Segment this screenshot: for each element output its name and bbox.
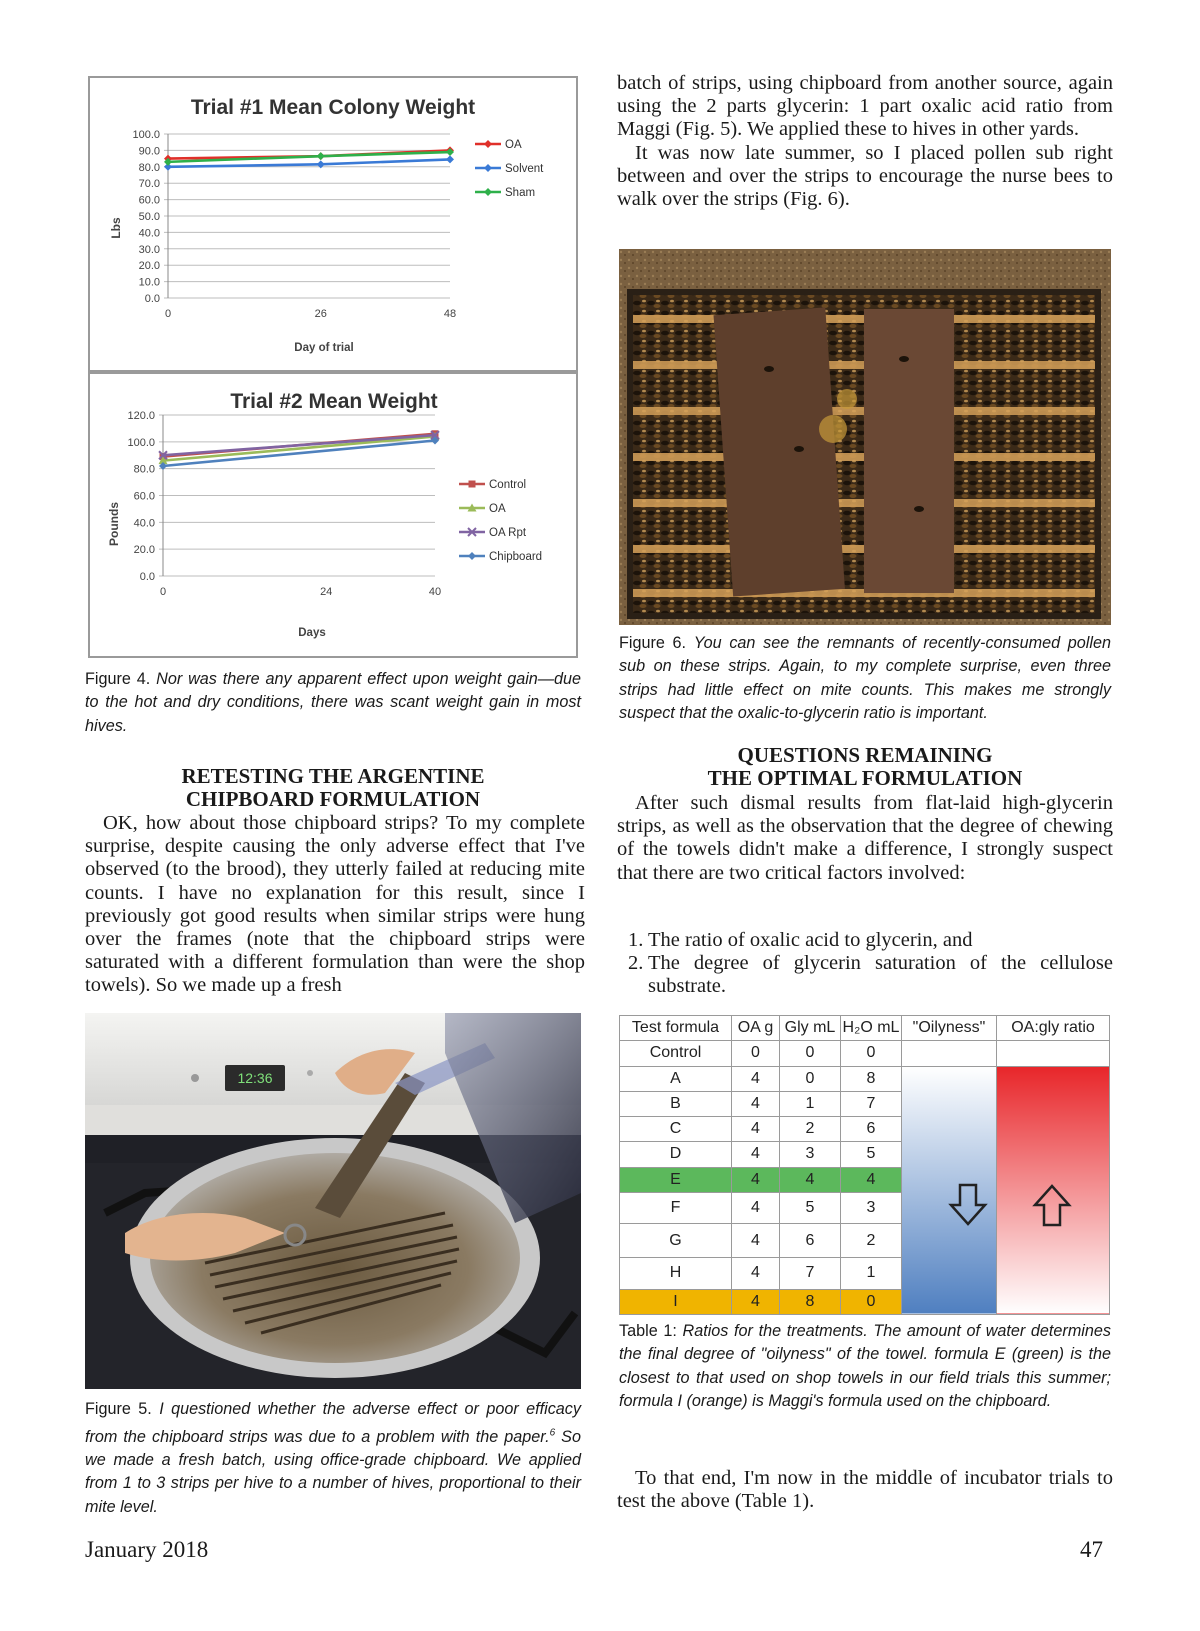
up-arrow-icon (1032, 1183, 1072, 1227)
x-axis-label: Day of trial (294, 342, 354, 354)
legend-label: OA Rpt (489, 527, 527, 539)
table-cell (997, 1041, 1110, 1066)
chart-trial2-frame (88, 372, 578, 658)
table-cell: E (620, 1167, 732, 1192)
table-cell: 6 (841, 1117, 902, 1142)
y-tick-label: 10.0 (138, 276, 160, 289)
figure6-photo (619, 249, 1111, 625)
y-tick-label: 70.0 (138, 178, 160, 191)
table-cell: 0 (780, 1041, 841, 1066)
x-tick-label: 24 (320, 586, 333, 598)
y-tick-label: 90.0 (138, 145, 160, 158)
table-cell: 0 (841, 1289, 902, 1314)
table-cell: 4 (780, 1167, 841, 1192)
list-item (628, 929, 1113, 952)
table-header-row (620, 1016, 1110, 1041)
table-cell: 7 (841, 1091, 902, 1116)
x-tick-label: 48 (443, 308, 457, 320)
legend-label: Sham (505, 187, 536, 199)
figure-text: You can see the remnants of recently-consumed pollen sub on these strips. Again, to my complete surprise, even three strips had little effect on mite counts. This makes me strongly suspect that the oxalic-to-glycerin ratio is important. (619, 634, 1112, 722)
legend-label: OA (489, 503, 506, 515)
footnote-ref: 6 (549, 1427, 556, 1439)
chart-title: Trial #1 Mean Colony Weight (190, 96, 476, 119)
table-cell: 4 (732, 1224, 780, 1258)
table-cell: 1 (841, 1258, 902, 1290)
down-arrow-icon (948, 1183, 988, 1227)
column-header: Gly mL (780, 1016, 841, 1041)
legend-marker (484, 140, 492, 148)
heading-line1: QUESTIONS REMAINING (737, 743, 993, 767)
table-cell: G (620, 1224, 732, 1258)
table1-caption (619, 1320, 1111, 1413)
y-tick-label: 40.0 (138, 227, 160, 240)
figure-label: Figure 4. (85, 670, 151, 688)
y-axis-label: Lbs (109, 217, 123, 239)
figure4-caption (85, 668, 581, 738)
figure5-caption (85, 1398, 581, 1519)
x-tick-label: 0 (159, 586, 167, 598)
table-cell: 3 (780, 1142, 841, 1167)
table-cell: 4 (732, 1066, 780, 1091)
legend-marker (484, 188, 492, 196)
series-line-oa (163, 436, 435, 460)
table-cell: 2 (841, 1224, 902, 1258)
y-tick-label: 20.0 (138, 260, 160, 273)
figure6-caption (619, 632, 1111, 725)
table-cell: A (620, 1066, 732, 1091)
legend-label: Chipboard (489, 551, 543, 563)
chart-trial2 (90, 374, 576, 656)
chart-trial1 (90, 78, 576, 370)
closing-paragraph (617, 1467, 1113, 1513)
y-tick-label: 60.0 (133, 490, 155, 503)
legend-label: OA (505, 139, 522, 151)
table-cell: 4 (732, 1192, 780, 1224)
figure5-photo (85, 1013, 581, 1389)
figure-label: Figure 5. (85, 1400, 152, 1418)
column-header: H₂O mL (841, 1016, 902, 1041)
legend-marker (484, 164, 492, 172)
x-tick-label: 0 (164, 308, 172, 320)
formula-table (619, 1015, 1110, 1315)
paragraph: batch of strips, using chipboard from another source, again using the 2 parts glycerin: 1 part oxalic acid ratio from Maggi (Fig. 5). We applied these to hives in other yards. (617, 72, 1113, 141)
table-row (620, 1041, 1110, 1066)
y-tick-label: 100.0 (132, 129, 160, 141)
table-row (620, 1066, 1110, 1091)
table-text: Ratios for the treatments. The amount of water determines the final degree of "oilyness" of the towel. formula E (green) is the closest to that used on shop towels in our field trials this summer; formula I (orange) is Maggi's formula used on the chipboard. (619, 1322, 1111, 1410)
table-cell: 3 (841, 1192, 902, 1224)
table1-container (619, 1015, 1109, 1315)
numbered-list (628, 929, 1113, 999)
legend-marker (468, 552, 476, 560)
data-point (317, 152, 325, 160)
x-tick-label: 26 (314, 308, 327, 320)
column-header: "Oilyness" (902, 1016, 997, 1041)
chart-trial1-frame (88, 76, 578, 372)
list-number: 2. (628, 952, 644, 975)
table-cell: 0 (732, 1041, 780, 1066)
left-body-paragraph (85, 812, 585, 998)
heading-line2: THE OPTIMAL FORMULATION (707, 766, 1023, 790)
column-header: OA g (732, 1016, 780, 1041)
figure-label: Figure 6. (619, 634, 687, 652)
table-cell: 4 (732, 1167, 780, 1192)
table-cell: Control (620, 1041, 732, 1066)
paragraph: To that end, I'm now in the middle of incubator trials to test the above (Table 1). (617, 1467, 1113, 1513)
y-tick-label: 120.0 (127, 410, 155, 422)
table-cell: 5 (780, 1192, 841, 1224)
stove-clock-display: 12:36 (237, 1070, 273, 1086)
heading-line2: CHIPBOARD FORMULATION (185, 787, 481, 811)
list-number: 1. (628, 929, 644, 951)
table-cell: F (620, 1192, 732, 1224)
y-tick-label: 60.0 (138, 194, 160, 207)
chart-title: Trial #2 Mean Weight (230, 390, 438, 413)
table-cell: 4 (732, 1117, 780, 1142)
table-cell: D (620, 1142, 732, 1167)
column-header: Test formula (620, 1016, 732, 1041)
paragraph: OK, how about those chipboard strips? To my complete surprise, despite causing the only adverse effect that I've observed (to the brood), they utterly failed at reducing mite counts. I have no explanation for this result, since I previously got good results when similar strips were hung over the frames (note that the chipboard strips were saturated with a different formulation than were the shop towels). So we made up a fresh (85, 812, 585, 997)
table-cell: 4 (732, 1142, 780, 1167)
table-cell: 4 (732, 1289, 780, 1314)
page-number: 47 (1080, 1537, 1103, 1562)
legend-label: Solvent (505, 163, 544, 175)
table-cell: 5 (841, 1142, 902, 1167)
y-tick-label: 100.0 (127, 436, 155, 449)
table-label: Table 1: (619, 1322, 677, 1340)
x-tick-label: 40 (428, 586, 442, 598)
table-cell: 8 (841, 1066, 902, 1091)
y-tick-label: 80.0 (138, 161, 160, 174)
table-cell: 8 (780, 1289, 841, 1314)
list-text: The ratio of oxalic acid to glycerin, and (648, 929, 973, 951)
table-cell: 4 (732, 1091, 780, 1116)
footer-date: January 2018 (85, 1537, 209, 1562)
section-heading-questions (617, 744, 1113, 790)
table-cell: B (620, 1091, 732, 1116)
paragraph: After such dismal results from flat-laid high-glycerin strips, as well as the observation that the degree of chewing of the towels didn't make a difference, I strongly suspect that there are two critical factors involved: (617, 792, 1113, 884)
x-axis-label: Days (298, 627, 326, 639)
y-tick-label: 50.0 (138, 211, 160, 223)
column-header: OA:gly ratio (997, 1016, 1110, 1041)
table-cell: H (620, 1258, 732, 1290)
section-heading-retesting (85, 765, 581, 811)
right-top-text (617, 72, 1113, 211)
y-tick-label: 20.0 (133, 544, 155, 557)
figure-text: I questioned whether the adverse effect or poor efficacy from the chipboard strips was due to a problem with the paper.$^6$ So we made a fresh batch, using office-grade chipboard. We applied from 1 to 3 strips per hive to a number of hives, proportional to their mite level. (85, 1400, 581, 1516)
y-tick-label: 40.0 (133, 517, 155, 530)
table-cell: I (620, 1289, 732, 1314)
legend-marker (469, 481, 476, 488)
y-tick-label: 30.0 (138, 243, 160, 256)
table-cell: 0 (841, 1041, 902, 1066)
figure-text: Nor was there any apparent effect upon weight gain—due to the hot and dry conditions, there was scant weight gain in most hives. (85, 670, 581, 735)
table-cell: 4 (732, 1258, 780, 1290)
list-item (628, 952, 1113, 998)
paragraph: It was now late summer, so I placed pollen sub right between and over the strips to encourage the nurse bees to walk over the strips (Fig. 6). (617, 141, 1113, 211)
table-cell: C (620, 1117, 732, 1142)
table-cell: 1 (780, 1091, 841, 1116)
table-cell (902, 1041, 997, 1066)
list-text: The degree of glycerin saturation of the cellulose substrate. (648, 952, 1113, 998)
right-body-paragraph (617, 792, 1113, 885)
y-axis-label: Pounds (107, 502, 121, 546)
y-tick-label: 80.0 (133, 463, 155, 476)
table-cell: 4 (841, 1167, 902, 1192)
heading-line1: RETESTING THE ARGENTINE (181, 764, 485, 788)
legend-label: Control (489, 479, 527, 491)
data-point (446, 155, 454, 163)
y-tick-label: 0.0 (144, 293, 160, 305)
table-cell: 2 (780, 1117, 841, 1142)
table-cell: 7 (780, 1258, 841, 1290)
table-cell: 0 (780, 1066, 841, 1091)
table-cell: 6 (780, 1224, 841, 1258)
y-tick-label: 0.0 (139, 571, 155, 583)
pot-with-strips-illustration (85, 1013, 581, 1389)
hive-with-strips-illustration (619, 249, 1111, 625)
